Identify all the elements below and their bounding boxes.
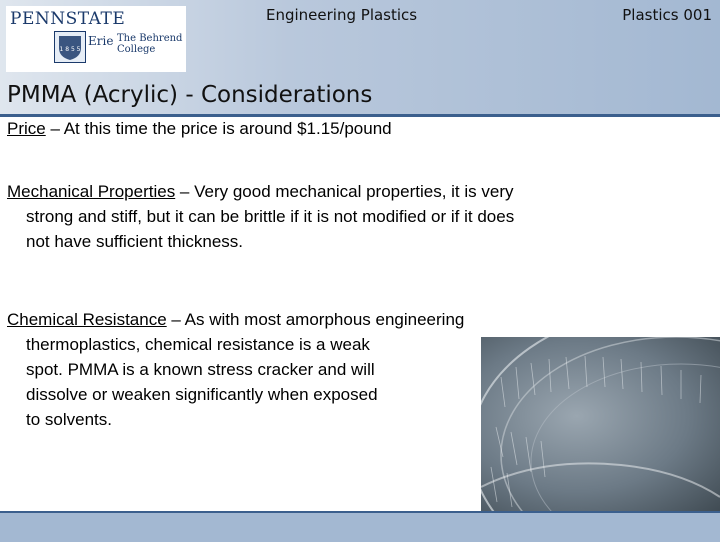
shield-icon <box>54 31 86 63</box>
chemical-line-4: dissolve or weaken significantly when exposed <box>26 385 378 404</box>
slide-title: PMMA (Acrylic) - Considerations <box>7 82 373 108</box>
mechanical-line-1 <box>7 179 697 204</box>
mechanical-text-1: – Very good mechanical properties, it is very <box>175 182 514 201</box>
mechanical-line-3: not have sufficient thickness. <box>26 232 244 251</box>
mechanical-line-2: strong and stiff, but it can be brittle if it is not modified or if it does <box>26 207 515 226</box>
logo-year: 1 8 5 5 <box>59 46 81 53</box>
chemical-line-5: to solvents. <box>26 410 112 429</box>
logo-campus: Erie <box>88 34 114 48</box>
slide-header <box>0 0 720 115</box>
logo-college: The Behrend College <box>117 33 183 55</box>
mechanical-paragraph <box>7 179 697 254</box>
chemical-text-1: – As with most amorphous engineering <box>166 310 465 329</box>
header-course-code: Plastics 001 <box>622 6 712 24</box>
mechanical-term: Mechanical Properties <box>7 182 176 201</box>
chemical-line-3: spot. PMMA is a known stress cracker and will <box>26 360 375 379</box>
chemical-line-2: thermoplastics, chemical resistance is a weak <box>26 335 370 354</box>
price-term: Price <box>7 119 46 138</box>
slide-footer-bar <box>0 511 720 542</box>
chemical-term: Chemical Resistance <box>7 310 167 329</box>
penn-state-erie-logo <box>6 6 186 72</box>
logo-wordmark: PENNSTATE <box>10 9 126 29</box>
chemical-line-1 <box>7 307 617 332</box>
price-paragraph <box>7 116 392 141</box>
header-course-title: Engineering Plastics <box>266 6 418 24</box>
stress-cracking-photo <box>481 337 720 513</box>
price-text: – At this time the price is around $1.15/pound <box>45 119 392 138</box>
